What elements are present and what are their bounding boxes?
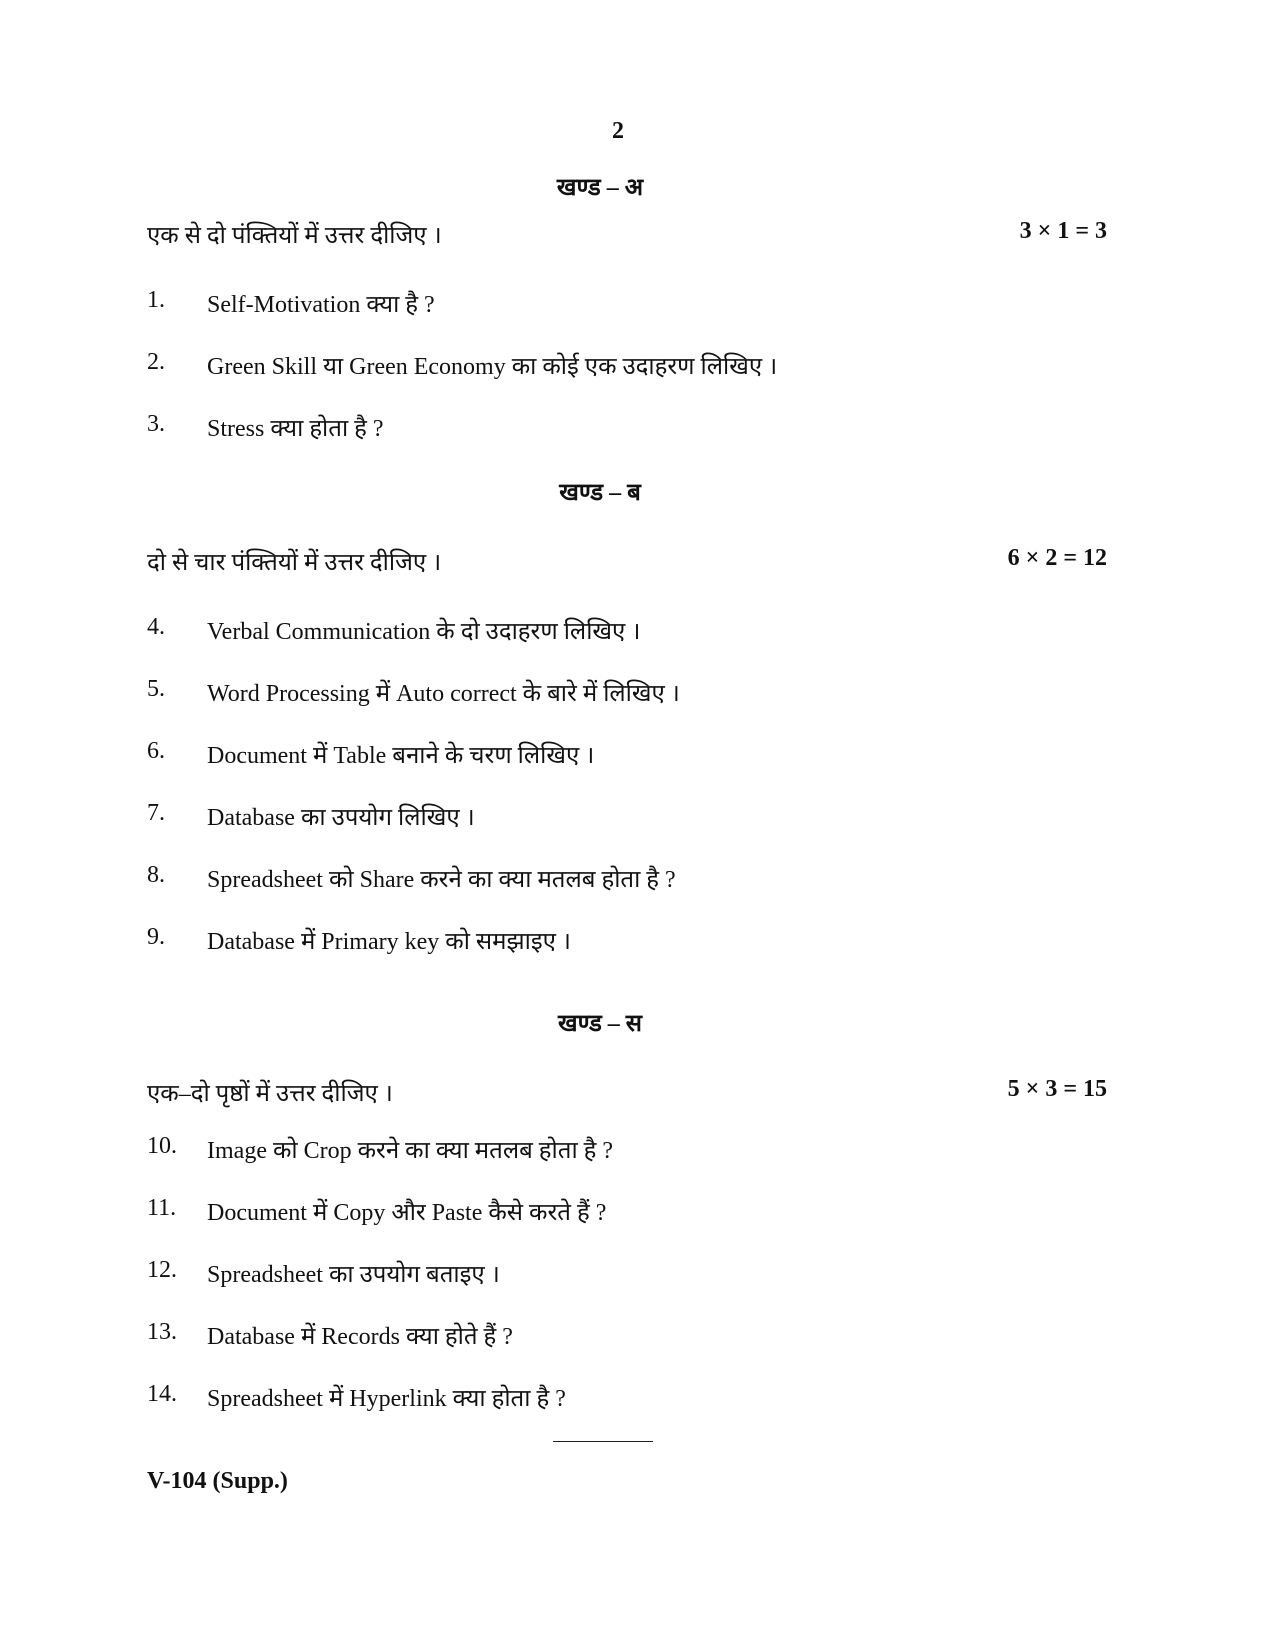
question-text: Database का उपयोग लिखिए । xyxy=(207,805,475,831)
question-text: Spreadsheet में Hyperlink क्या होता है ? xyxy=(207,1386,566,1412)
question-number: 1. xyxy=(147,287,165,313)
paper-code: V-104 (Supp.) xyxy=(147,1468,288,1494)
question-text: Document में Table बनाने के चरण लिखिए । xyxy=(207,743,595,769)
question-text: Self-Motivation क्या है ? xyxy=(207,292,435,318)
page-number: 2 xyxy=(612,118,624,144)
section-heading-c: खण्ड – स xyxy=(557,1011,643,1037)
section-a-marks: 3 × 1 = 3 xyxy=(1019,218,1107,244)
question-number: 2. xyxy=(147,349,165,375)
section-b-instruction: दो से चार पंक्तियों में उत्तर दीजिए । xyxy=(147,550,442,576)
question-text: Spreadsheet को Share करने का क्या मतलब होता है ? xyxy=(207,867,676,893)
question-number: 9. xyxy=(147,924,165,950)
question-number: 11. xyxy=(147,1195,177,1221)
question-number: 10. xyxy=(147,1133,177,1159)
question-text: Database में Primary key को समझाइए । xyxy=(207,929,572,955)
question-number: 12. xyxy=(147,1257,177,1283)
question-number: 4. xyxy=(147,614,165,640)
section-heading-a: खण्ड – अ xyxy=(556,175,644,201)
question-text: Image को Crop करने का क्या मतलब होता है ? xyxy=(207,1138,614,1164)
question-number: 13. xyxy=(147,1319,177,1345)
question-text: Spreadsheet का उपयोग बताइए । xyxy=(207,1262,500,1288)
question-text: Green Skill या Green Economy का कोई एक उदाहरण लिखिए । xyxy=(207,354,778,380)
section-c-instruction: एक–दो पृष्ठों में उत्तर दीजिए । xyxy=(147,1081,393,1107)
question-text: Document में Copy और Paste कैसे करते हैं ? xyxy=(207,1200,607,1226)
question-number: 14. xyxy=(147,1381,177,1407)
end-divider xyxy=(553,1441,653,1442)
section-b-marks: 6 × 2 = 12 xyxy=(1007,545,1107,571)
question-number: 5. xyxy=(147,676,165,702)
section-c-marks: 5 × 3 = 15 xyxy=(1007,1076,1107,1102)
section-a-instruction: एक से दो पंक्तियों में उत्तर दीजिए । xyxy=(147,223,442,249)
question-text: Word Processing में Auto correct के बारे में लिखिए । xyxy=(207,681,680,707)
question-text: Verbal Communication के दो उदाहरण लिखिए । xyxy=(207,619,641,645)
question-text: Stress क्या होता है ? xyxy=(207,416,384,442)
section-heading-b: खण्ड – ब xyxy=(559,480,641,506)
question-number: 7. xyxy=(147,800,165,826)
question-number: 3. xyxy=(147,411,165,437)
question-text: Database में Records क्या होते हैं ? xyxy=(207,1324,513,1350)
question-number: 6. xyxy=(147,738,165,764)
question-number: 8. xyxy=(147,862,165,888)
